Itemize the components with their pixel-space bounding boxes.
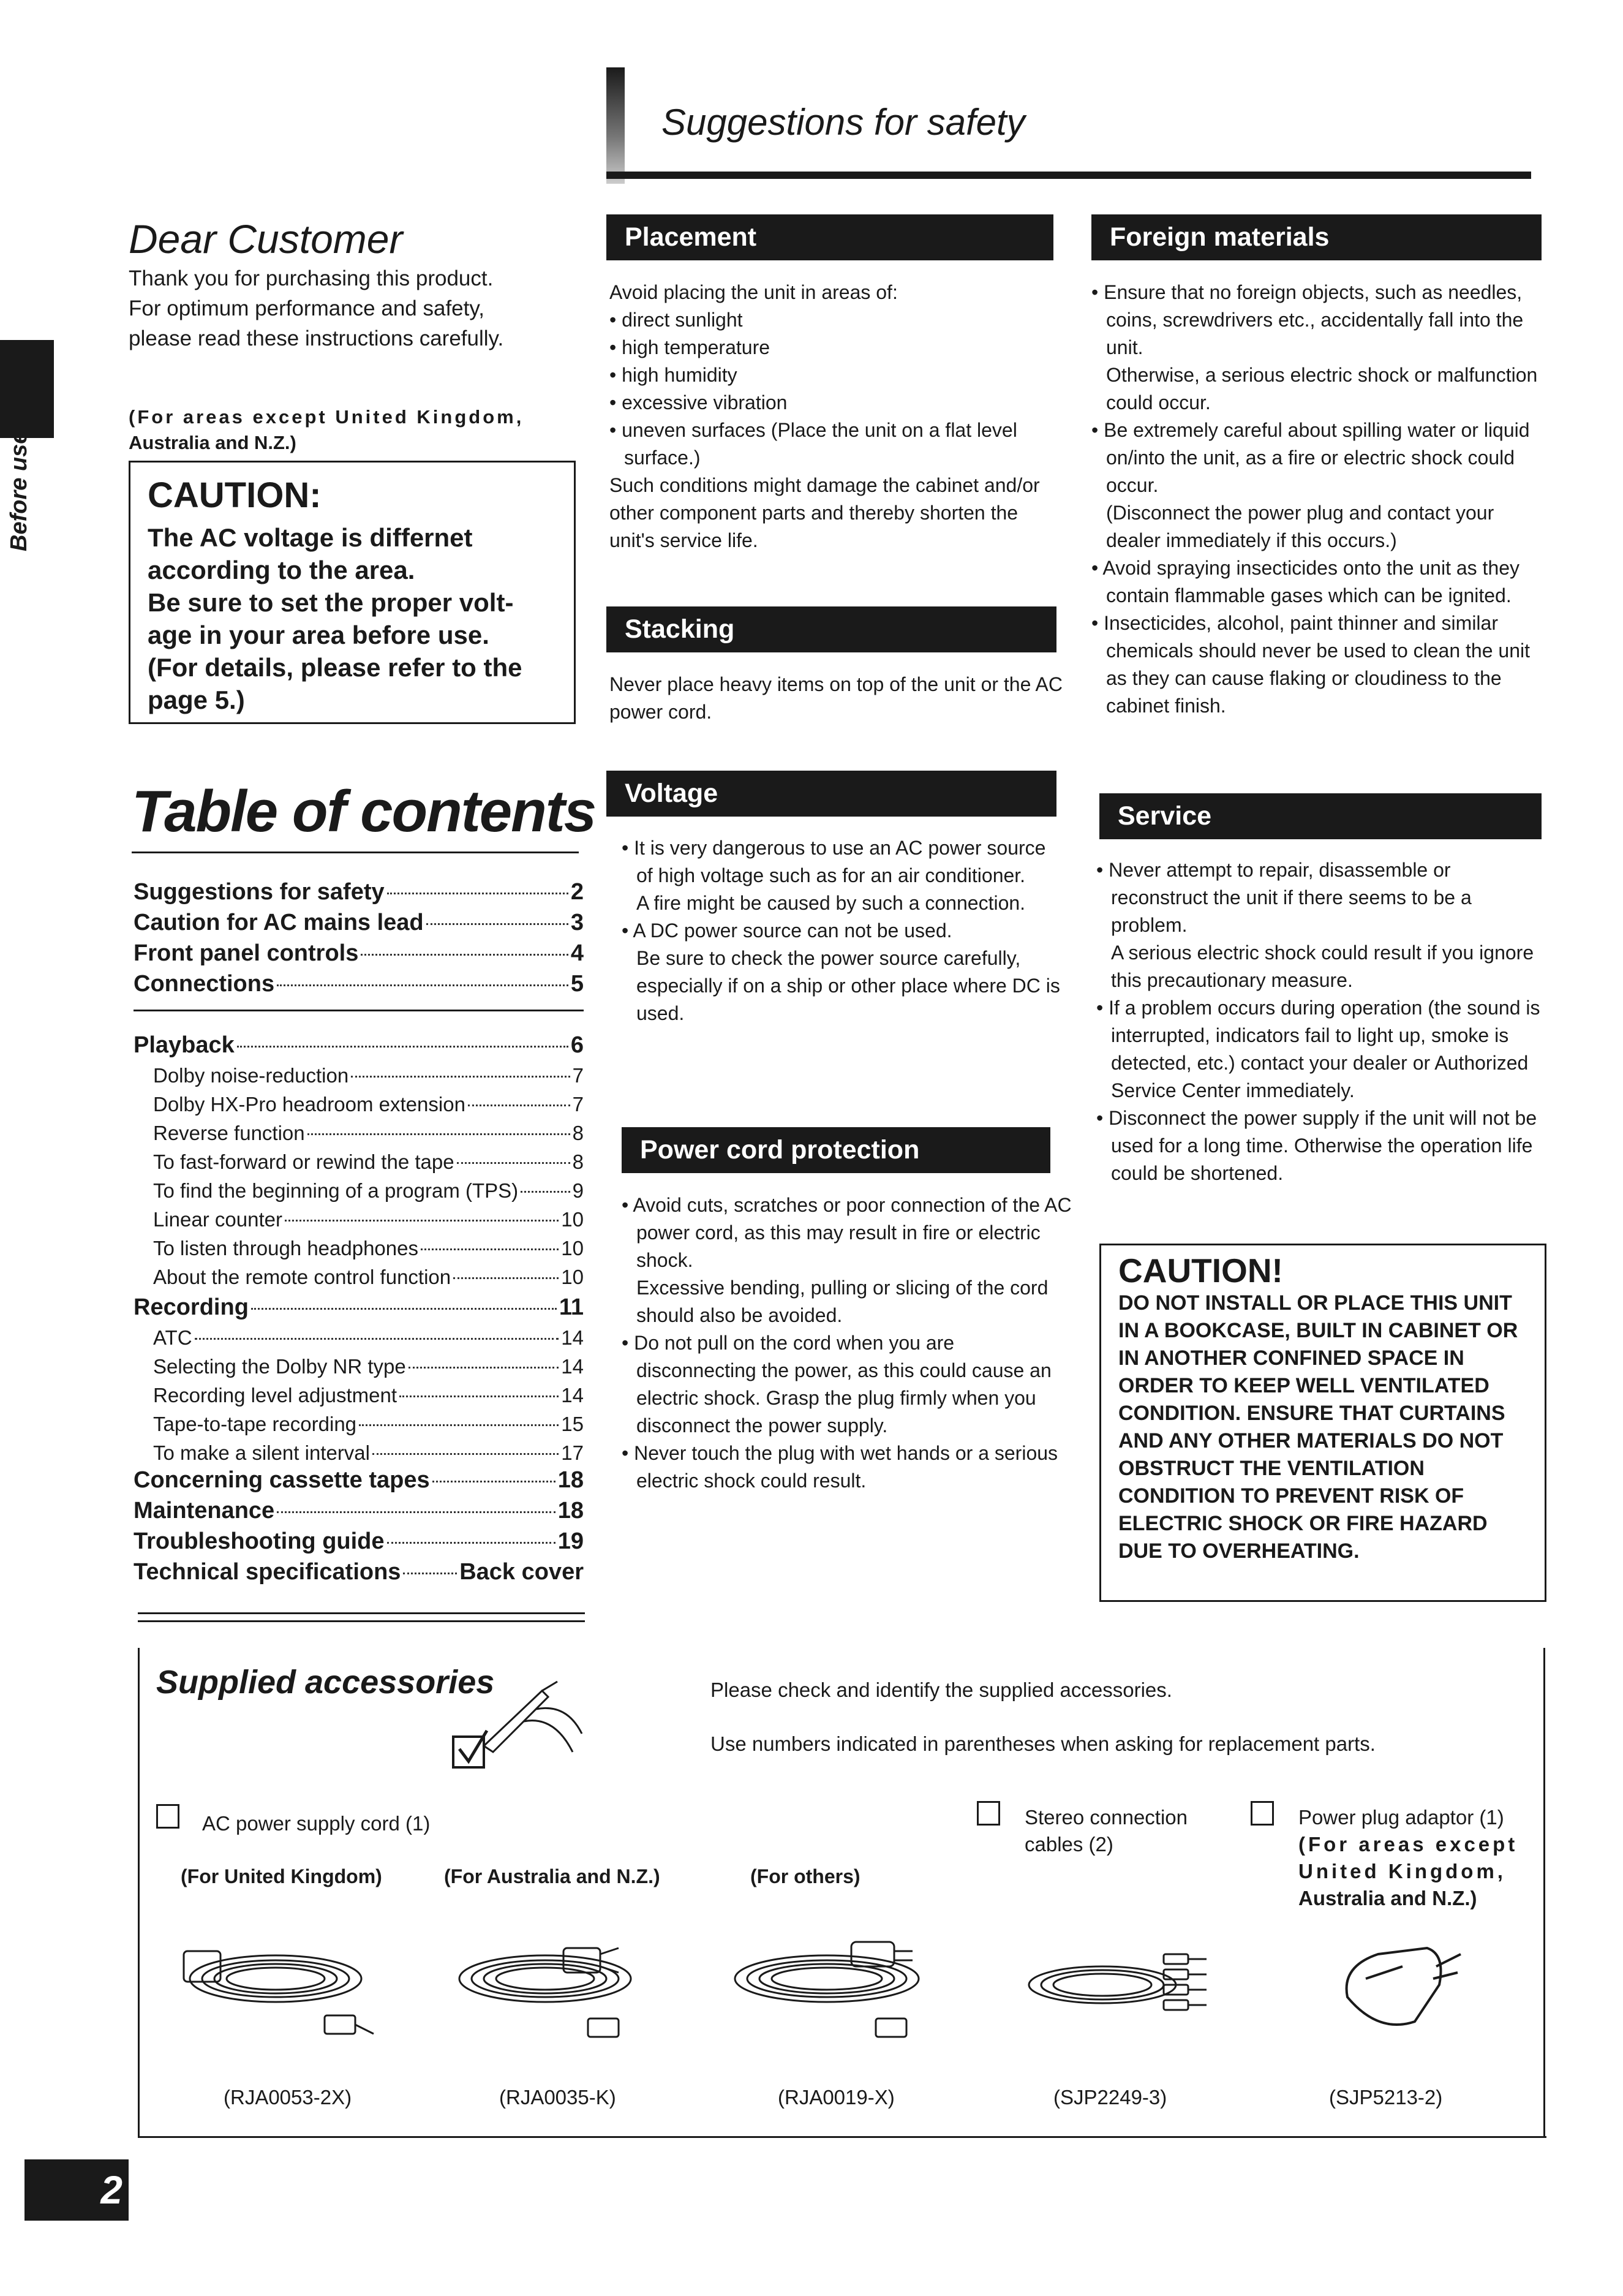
toc-leader-dots [399, 1395, 559, 1397]
toc-leader-dots [195, 1338, 559, 1340]
toc-bottom-rule [138, 1620, 585, 1622]
toc-entry-page: 18 [557, 1467, 584, 1493]
toc-entry-page: 9 [572, 1179, 584, 1202]
caution-ac-line: (For details, please refer to the [148, 653, 522, 682]
plug-adaptor-line: Power plug adaptor (1) [1298, 1806, 1504, 1829]
voltage-bullet: • A DC power source can not be used. [622, 920, 952, 942]
toc-entry-label: Reverse function [153, 1122, 305, 1144]
region-note-line: (For areas except United Kingdom, [129, 406, 524, 428]
placement-intro: Avoid placing the unit in areas of: [609, 281, 898, 303]
ac-cord-label: AC power supply cord (1) [202, 1812, 431, 1835]
stereo-cable-image [1011, 1936, 1225, 2040]
toc-title: Table of contents [132, 779, 596, 844]
toc-leader-dots [361, 954, 568, 956]
toc-entry-page: 14 [561, 1384, 584, 1407]
toc-entry-page: 14 [561, 1326, 584, 1349]
plug-adaptor-image [1323, 1930, 1470, 2052]
toc-entry [134, 910, 584, 936]
foreign-bullet-cont: Otherwise, a serious electric shock or malfunction could occur. [1106, 364, 1538, 414]
toc-entry-page: 14 [561, 1355, 584, 1378]
toc-leader-dots [372, 1453, 559, 1455]
toc-entry-page: 8 [572, 1150, 584, 1173]
power-cord-bullet: • Avoid cuts, scratches or poor connection of the AC power cord, as this may result in fire or electric shock. [622, 1194, 1072, 1271]
toc-entry [134, 940, 584, 967]
toc-entry-label: To find the beginning of a program (TPS) [153, 1179, 519, 1202]
service-bullet: • Never attempt to repair, disassemble or reconstruct the unit if there seems to be a problem. [1096, 859, 1472, 936]
voltage-heading: Voltage [606, 771, 1056, 817]
caution-ac-title: CAUTION: [148, 475, 322, 515]
caution-ac-line: The AC voltage is differnet [148, 523, 473, 552]
page-number: 2 [24, 2159, 129, 2221]
toc-entry-page: 17 [561, 1441, 584, 1464]
toc-entry [153, 1384, 584, 1407]
toc-leader-dots [468, 1105, 570, 1106]
plug-adaptor-label [1298, 1804, 1531, 1912]
toc-entry-label: Suggestions for safety [134, 879, 385, 905]
service-heading: Service [1099, 793, 1542, 839]
placement-item: • excessive vibration [609, 391, 788, 414]
ac-cord-checkbox[interactable] [156, 1804, 179, 1829]
dear-customer-line: Thank you for purchasing this product. [129, 266, 494, 290]
toc-entry-label: Front panel controls [134, 940, 359, 966]
accessories-note-2: Use numbers indicated in parentheses when asking for replacement parts. [710, 1732, 1376, 1755]
toc-entry [153, 1441, 584, 1465]
placement-item: • direct sunlight [609, 309, 743, 331]
placement-item: • high humidity [609, 364, 737, 386]
header-rule [606, 172, 1531, 179]
part-number: (SJP5213-2) [1329, 2086, 1443, 2109]
toc-entry [134, 1559, 584, 1585]
dear-customer-title: Dear Customer [129, 216, 403, 262]
toc-leader-dots [359, 1424, 559, 1426]
toc-entry-page: 10 [561, 1266, 584, 1288]
power-cord-body [622, 1191, 1072, 1495]
others-power-cord-image [717, 1917, 949, 2058]
power-cord-bullet: • Do not pull on the cord when you are disconnecting the power, as this could cause an electric shock. Grasp the plug firmly when you disconnect the power supply. [622, 1332, 1052, 1437]
toc-entry-label: To listen through headphones [153, 1237, 418, 1259]
toc-entry [134, 1294, 584, 1321]
voltage-bullet-cont: A fire might be caused by such a connection. [636, 892, 1026, 914]
toc-leader-dots [521, 1191, 570, 1193]
toc-entry [134, 879, 584, 905]
toc-entry-page: 4 [570, 940, 584, 966]
caution-ac-line: Be sure to set the proper volt- [148, 588, 514, 617]
toc-entry-page: 6 [570, 1032, 584, 1058]
part-number: (RJA0035-K) [499, 2086, 616, 2109]
caution-fire-box [1099, 1244, 1546, 1602]
caution-ac-text [148, 521, 562, 716]
toc-leader-dots [387, 893, 568, 894]
toc-leader-dots [237, 1046, 568, 1048]
accessories-note-1: Please check and identify the supplied accessories. [710, 1679, 1172, 1701]
accessories-box-right [1543, 1648, 1545, 2138]
toc-entry [153, 1093, 584, 1116]
foreign-bullet: • Ensure that no foreign objects, such as needles, coins, screwdrivers etc., accidentally fall into the unit. [1091, 281, 1524, 358]
side-tab-label: Before use [6, 431, 32, 551]
toc-leader-dots [307, 1133, 570, 1135]
foreign-bullet-cont: (Disconnect the power plug and contact your dealer immediately if this occurs.) [1106, 502, 1494, 551]
toc-leader-dots [426, 923, 568, 925]
placement-item: • uneven surfaces (Place the unit on a flat level surface.) [609, 419, 1017, 469]
toc-divider [134, 1010, 584, 1011]
toc-entry-label: Connections [134, 971, 275, 997]
uk-power-cord-image [171, 1917, 386, 2058]
toc-entry-label: Technical specifications [134, 1559, 401, 1585]
toc-entry-label: To make a silent interval [153, 1441, 370, 1464]
toc-entry-label: Concerning cassette tapes [134, 1467, 430, 1493]
power-cord-bullet-cont: Excessive bending, pulling or slicing of the cord should also be avoided. [636, 1277, 1049, 1326]
dear-customer-line: please read these instructions carefully. [129, 327, 504, 350]
hand-checkmark-icon [450, 1679, 591, 1783]
toc-entry-label: Selecting the Dolby NR type [153, 1355, 406, 1378]
placement-outro: Such conditions might damage the cabinet and/or other component parts and thereby shorten the unit's service life. [609, 474, 1040, 551]
header-marker [606, 67, 625, 184]
region-note-line: Australia and N.Z.) [129, 432, 296, 453]
for-australia-label: (For Australia and N.Z.) [444, 1865, 660, 1887]
caution-ac-box [129, 461, 576, 724]
toc-entry-label: To fast-forward or rewind the tape [153, 1150, 454, 1173]
toc-leader-dots [457, 1162, 570, 1164]
toc-entry-page: 8 [572, 1122, 584, 1144]
toc-entry [153, 1266, 584, 1289]
toc-leader-dots [351, 1076, 570, 1078]
toc-entry-page: 10 [561, 1237, 584, 1259]
toc-bottom-rule [138, 1612, 585, 1614]
stacking-heading: Stacking [606, 606, 1056, 652]
foreign-body [1091, 279, 1542, 720]
foreign-bullet: • Be extremely careful about spilling water or liquid on/into the unit, as a fire or electric shock could occur. [1091, 419, 1530, 496]
toc-entry-label: Maintenance [134, 1498, 275, 1524]
toc-entry-label: Playback [134, 1032, 235, 1058]
stereo-cable-label [1025, 1804, 1188, 1858]
toc-leader-dots [432, 1481, 555, 1482]
caution-fire-text: DO NOT INSTALL OR PLACE THIS UNIT IN A BOOKCASE, BUILT IN CABINET OR IN ANOTHER CONFINED SPACE IN ORDER TO KEEP WELL VENTILATED CONDITION. ENSURE THAT CURTAINS AND ANY OTHER MATERIALS DO NOT OBSTRUCT THE VENTILATION CONDITION TO PREVENT RISK OF ELECTRIC SHOCK OR FIRE HAZARD DUE TO OVERHEATING. [1118, 1291, 1518, 1563]
toc-entry [153, 1150, 584, 1174]
toc-entry [134, 1032, 584, 1059]
foreign-bullet: • Insecticides, alcohol, paint thinner and similar chemicals should never be used to clean the unit as they can cause flaking or cloudiness to the cabinet finish. [1091, 612, 1530, 717]
for-uk-label: (For United Kingdom) [181, 1865, 382, 1887]
toc-entry-label: About the remote control function [153, 1266, 451, 1288]
voltage-body [622, 834, 1063, 1027]
toc-entry [153, 1208, 584, 1231]
placement-item: • high temperature [609, 336, 770, 358]
toc-entry-page: 18 [557, 1498, 584, 1524]
plug-adaptor-note: Australia and N.Z.) [1298, 1887, 1477, 1909]
service-body [1096, 856, 1543, 1187]
toc-entry-page: 5 [570, 971, 584, 997]
voltage-bullet-cont: Be sure to check the power source carefully, especially if on a ship or other place where DC is used. [636, 947, 1060, 1024]
voltage-bullet: • It is very dangerous to use an AC power source of high voltage such as for an air conditioner. [622, 837, 1046, 886]
toc-entry [153, 1064, 584, 1087]
service-bullet: • If a problem occurs during operation (the sound is interrupted, indicators fail to light up, smoke is detected, etc.) contact your dealer or Authorized Service Center immediately. [1096, 997, 1540, 1101]
toc-entry-page: 10 [561, 1208, 584, 1231]
caution-ac-line: according to the area. [148, 556, 415, 584]
toc-entry-label: Dolby HX-Pro headroom extension [153, 1093, 465, 1116]
service-bullet: • Disconnect the power supply if the unit will not be used for a long time. Otherwise the operation life could be shortened. [1096, 1107, 1537, 1184]
toc-entry [134, 971, 584, 997]
toc-leader-dots [453, 1277, 559, 1279]
plug-adaptor-note: (For areas except [1298, 1833, 1518, 1856]
toc-entry-label: Recording level adjustment [153, 1384, 397, 1407]
power-cord-heading: Power cord protection [622, 1127, 1050, 1173]
toc-entry [153, 1237, 584, 1260]
toc-entry-page: 2 [570, 879, 584, 905]
toc-entry-page: 7 [572, 1064, 584, 1087]
caution-fire-title: CAUTION! [1118, 1252, 1283, 1290]
caution-ac-line: page 5.) [148, 685, 245, 714]
toc-entry [134, 1498, 584, 1524]
toc-entry-label: Linear counter [153, 1208, 282, 1231]
placement-heading: Placement [606, 214, 1053, 260]
power-cord-bullet: • Never touch the plug with wet hands or a serious electric shock could result. [622, 1442, 1058, 1492]
toc-entry [153, 1355, 584, 1378]
stereo-cable-line: cables (2) [1025, 1833, 1113, 1856]
for-others-label: (For others) [750, 1865, 860, 1887]
toc-entry [153, 1413, 584, 1436]
toc-leader-dots [409, 1367, 559, 1369]
toc-entry-label: Recording [134, 1294, 249, 1320]
toc-entry-label: ATC [153, 1326, 192, 1349]
toc-entry [153, 1326, 584, 1350]
toc-entry-page: 3 [570, 910, 584, 935]
region-note [129, 404, 582, 456]
page-title: Suggestions for safety [661, 102, 1025, 143]
toc-entry-label: Caution for AC mains lead [134, 910, 424, 935]
plug-adaptor-checkbox[interactable] [1251, 1801, 1274, 1826]
toc-entry [153, 1179, 584, 1203]
caution-ac-line: age in your area before use. [148, 621, 489, 649]
toc-entry-label: Tape-to-tape recording [153, 1413, 357, 1435]
toc-entry-label: Dolby noise-reduction [153, 1064, 349, 1087]
stacking-text: Never place heavy items on top of the unit or the AC power cord. [609, 673, 1063, 723]
toc-leader-dots [387, 1542, 555, 1544]
accessories-title: Supplied accessories [156, 1664, 495, 1701]
plug-adaptor-note: United Kingdom, [1298, 1860, 1506, 1882]
toc-entry-page: 19 [557, 1528, 584, 1554]
service-bullet-cont: A serious electric shock could result if you ignore this precautionary measure. [1111, 942, 1534, 991]
australia-power-cord-image [441, 1917, 655, 2058]
toc-entry-page: Back cover [459, 1559, 584, 1585]
toc-title-rule [132, 852, 579, 853]
foreign-bullet: • Avoid spraying insecticides onto the unit as they contain flammable gases which can be ignited. [1091, 557, 1520, 606]
placement-body [609, 279, 1060, 554]
toc-entry-page: 7 [572, 1093, 584, 1116]
toc-leader-dots [285, 1220, 559, 1222]
part-number: (RJA0053-2X) [224, 2086, 352, 2109]
foreign-heading: Foreign materials [1091, 214, 1542, 260]
toc-entry-page: 11 [559, 1294, 584, 1320]
toc-leader-dots [277, 1511, 555, 1513]
toc-leader-dots [277, 984, 568, 986]
part-number: (SJP2249-3) [1053, 2086, 1167, 2109]
stereo-cable-checkbox[interactable] [977, 1801, 1000, 1826]
stereo-cable-line: Stereo connection [1025, 1806, 1188, 1829]
toc-entry [153, 1122, 584, 1145]
toc-leader-dots [403, 1573, 457, 1574]
toc-leader-dots [421, 1248, 559, 1250]
dear-customer-line: For optimum performance and safety, [129, 296, 484, 320]
toc-leader-dots [251, 1308, 557, 1310]
toc-entry-label: Troubleshooting guide [134, 1528, 385, 1554]
part-number: (RJA0019-X) [778, 2086, 895, 2109]
side-tab-marker [0, 340, 54, 438]
toc-entry [134, 1467, 584, 1494]
toc-entry [134, 1528, 584, 1555]
toc-entry-page: 15 [561, 1413, 584, 1435]
dear-customer-text [129, 263, 582, 353]
